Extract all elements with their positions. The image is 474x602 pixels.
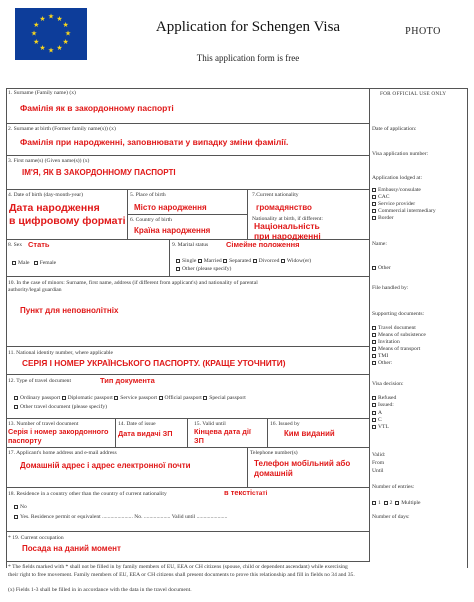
- valid-label: Valid:: [372, 452, 386, 458]
- travel-document-type-input[interactable]: Тип документа: [100, 376, 155, 385]
- lodged-option-5: [372, 215, 394, 221]
- separated-checkbox[interactable]: [223, 259, 227, 263]
- number-of-days-label: Number of days:: [372, 514, 410, 520]
- embassy-checkbox[interactable]: [372, 188, 376, 192]
- divorced-option: Divorced: [258, 258, 280, 264]
- cac-checkbox[interactable]: [372, 195, 376, 199]
- issued-label: Issued:: [378, 402, 394, 408]
- female-checkbox[interactable]: [34, 261, 38, 265]
- lodged-option-2: [372, 194, 390, 200]
- female-option: Female: [39, 260, 57, 266]
- field-14-label: 14. Date of issue: [118, 421, 156, 427]
- svg-text:★: ★: [33, 38, 40, 46]
- official-name-label: Name:: [372, 241, 387, 247]
- nationality-at-birth-input-line2[interactable]: при народженні: [254, 231, 321, 241]
- lodged-option-4: [372, 208, 436, 214]
- cac-label: CAC: [378, 194, 390, 200]
- issued-type-2: [372, 417, 382, 423]
- field-10-label: 10. In the case of minors: Surname, first name, address (if different from applicant's) and nationality of parental: [8, 280, 258, 286]
- diplomatic-passport-option: Diplomatic passport: [67, 395, 113, 401]
- field-7-label: 7.Current nationality: [252, 192, 299, 198]
- entries-2-label: 2: [389, 500, 393, 506]
- sex-input[interactable]: Стать: [28, 240, 50, 249]
- official-passport-checkbox[interactable]: [159, 396, 163, 400]
- issued-checkbox[interactable]: [372, 403, 376, 407]
- travel-doc-number-input[interactable]: Серія і номер закордонного: [8, 427, 109, 436]
- travel-doc-options-row2: [14, 404, 107, 410]
- valid-until-label: Until: [372, 468, 384, 474]
- service-provider-checkbox[interactable]: [372, 202, 376, 206]
- service-passport-checkbox[interactable]: [114, 396, 118, 400]
- field-11-label: 11. National identity number, where applicable: [8, 350, 114, 356]
- issued-by-input[interactable]: Ким виданий: [284, 429, 335, 438]
- photo-label: PHOTO: [405, 26, 441, 37]
- border-label: Border: [378, 215, 394, 221]
- svg-text:★: ★: [56, 14, 63, 23]
- special-passport-option: Special passport: [209, 395, 246, 401]
- tmi-checkbox[interactable]: [372, 354, 376, 358]
- commercial-intermediary-checkbox[interactable]: [372, 209, 376, 213]
- lodged-option-3: [372, 201, 415, 207]
- svg-text:★: ★: [33, 21, 40, 29]
- type-a-label: A: [378, 410, 383, 416]
- official-other-label: Other: [378, 265, 391, 271]
- svg-text:★: ★: [39, 14, 46, 23]
- type-vtl-checkbox[interactable]: [372, 425, 376, 429]
- surname-at-birth-input[interactable]: Фамілія при народженні, заповнювати у випадку зміни фамілії.: [20, 137, 289, 147]
- residence-input[interactable]: в тексті: [224, 488, 253, 497]
- issued-type-1: [372, 410, 382, 416]
- invitation-checkbox[interactable]: [372, 340, 376, 344]
- eu-stars-icon: [15, 8, 87, 60]
- separated-option: Separated: [229, 258, 252, 264]
- male-checkbox[interactable]: [12, 261, 16, 265]
- travel-doc-number-input-line2[interactable]: паспорту: [8, 436, 42, 445]
- svg-text:★: ★: [30, 29, 38, 38]
- issue-date-input[interactable]: Дата видачі ЗП: [118, 429, 173, 438]
- entries-multiple-label: Multiple: [401, 500, 421, 506]
- travel-document-checkbox[interactable]: [372, 326, 376, 330]
- field-9-label: 9. Marital status: [172, 242, 209, 248]
- residence-input-suffix[interactable]: статі: [252, 490, 268, 497]
- field-12-label: 12. Type of travel document: [8, 378, 72, 384]
- phone-label: Telephone number(s): [250, 450, 298, 456]
- date-of-application-label: Date of application:: [372, 126, 417, 132]
- place-of-birth-input[interactable]: Місто народження: [134, 203, 207, 212]
- official-passport-option: Official passport: [164, 395, 202, 401]
- field-17-label: 17. Applicant's home address and e-mail address: [8, 450, 117, 456]
- date-of-birth-input-line2[interactable]: в цифровому форматі: [9, 215, 126, 227]
- residence-no-option: [14, 504, 27, 510]
- supporting-option-2: [372, 332, 426, 338]
- decision-option-2: [372, 402, 394, 408]
- residence-yes-label: Yes. Residence permit or equivalent ...................... No. ................... Valid until ......................: [20, 514, 228, 520]
- supporting-option-3: [372, 339, 400, 345]
- first-name-input[interactable]: ІМ'Я, ЯК В ЗАКОРДОННОМУ ПАСПОРТІ: [22, 168, 176, 177]
- svg-text:★: ★: [56, 44, 63, 53]
- field-4-label: 4. Date of birth (day-month-year): [8, 192, 84, 198]
- means-of-transport-label: Means of transport: [378, 346, 421, 352]
- marital-other-option: Other (please specify): [182, 266, 232, 272]
- page-title: Application for Schengen Visa: [155, 19, 341, 35]
- visa-decision-label: Visa decision:: [372, 381, 404, 387]
- service-passport-option: Service passport: [120, 395, 158, 401]
- travel-doc-options-row1: [14, 395, 246, 401]
- eu-flag: [15, 8, 87, 60]
- field-5-label: 5. Place of birth: [130, 192, 166, 198]
- means-of-subsistence-label: Means of subsistence: [378, 332, 426, 338]
- commercial-intermediary-label: Commercial intermediary: [378, 208, 436, 214]
- surname-input[interactable]: Фамілія як в закордонному паспорті: [20, 103, 174, 113]
- supporting-option-5: [372, 353, 388, 359]
- embassy-label: Embassy/consulate: [378, 187, 421, 193]
- special-passport-checkbox[interactable]: [203, 396, 207, 400]
- entries-multiple-checkbox[interactable]: [395, 501, 399, 505]
- entries-1-label: 1: [378, 500, 381, 506]
- refused-label: Refused: [378, 395, 397, 401]
- valid-from-label: From: [372, 460, 385, 466]
- field-13-label: 13. Number of travel document: [8, 421, 79, 427]
- file-handled-by-label: File handled by:: [372, 285, 409, 291]
- residence-yes-checkbox[interactable]: [14, 515, 18, 519]
- widow-option: Widow(er): [286, 258, 312, 264]
- nationality-at-birth-label: Nationality at birth, if different:: [252, 216, 323, 222]
- single-option: Single: [182, 258, 197, 264]
- official-other-option: [372, 265, 391, 271]
- travel-document-label: Travel document: [378, 325, 416, 331]
- occupation-input[interactable]: Посада на даний момент: [22, 544, 121, 553]
- type-a-checkbox[interactable]: [372, 411, 376, 415]
- marital-options-row1: [176, 258, 311, 264]
- field-10-label-line2: authority/legal guardian: [8, 287, 62, 293]
- footer-note-2: their right to free movement. Family members of EU, EEA or CH citizens shall present documents to prove this relationship and fill in fields no 34 and 35.: [8, 572, 355, 578]
- type-vtl-label: VTL: [378, 424, 389, 430]
- home-address-input[interactable]: Домашній адрес і адрес електронної почти: [20, 461, 191, 470]
- field-19-label: * 19. Current occupation: [8, 535, 64, 541]
- service-provider-label: Service provider: [378, 201, 416, 207]
- official-title: FOR OFFICIAL USE ONLY: [380, 91, 447, 97]
- phone-input-line2[interactable]: домашній: [254, 469, 293, 478]
- svg-text:★: ★: [39, 44, 46, 53]
- svg-text:★: ★: [64, 29, 72, 38]
- field-8-label: 8. Sex: [8, 242, 22, 248]
- field-6-label: 6. Country of birth: [130, 217, 172, 223]
- widow-checkbox[interactable]: [281, 259, 285, 263]
- page-subtitle: This application form is free: [196, 53, 300, 63]
- diplomatic-passport-checkbox[interactable]: [62, 396, 66, 400]
- supporting-documents-label: Supporting documents:: [372, 311, 425, 317]
- type-c-checkbox[interactable]: [372, 418, 376, 422]
- means-of-transport-checkbox[interactable]: [372, 347, 376, 351]
- field-18-label: 18. Residence in a country other than the country of current nationality: [8, 491, 167, 497]
- residence-no-label: No: [20, 504, 27, 510]
- country-of-birth-input[interactable]: Країна народження: [134, 226, 211, 235]
- supporting-option-1: [372, 325, 416, 331]
- supporting-option-6: [372, 360, 392, 366]
- married-checkbox[interactable]: [198, 259, 202, 263]
- means-of-subsistence-checkbox[interactable]: [372, 333, 376, 337]
- lodged-option-1: [372, 187, 421, 193]
- male-option: Male: [18, 260, 30, 266]
- field-3-label: 3. First name(s) (Given name(s)) (x): [8, 158, 90, 164]
- decision-option-1: [372, 395, 396, 401]
- supporting-option-4: [372, 346, 420, 352]
- field-15-label: 15. Valid until: [194, 421, 226, 427]
- issued-type-3: [372, 424, 389, 430]
- footer-note-3: (x) Fields 1-3 shall be filled in in accordance with the data in the travel document.: [8, 587, 192, 593]
- supporting-other-checkbox[interactable]: [372, 361, 376, 365]
- date-of-birth-input[interactable]: Дата народження: [9, 202, 100, 214]
- sex-options: [12, 260, 56, 266]
- number-of-entries-label: Number of entries:: [372, 484, 415, 490]
- svg-text:★: ★: [47, 12, 55, 21]
- refused-checkbox[interactable]: [372, 396, 376, 400]
- svg-text:★: ★: [47, 46, 55, 55]
- residence-no-checkbox[interactable]: [14, 505, 18, 509]
- type-c-label: C: [378, 417, 382, 423]
- svg-text:★: ★: [62, 21, 69, 29]
- minors-guardian-input[interactable]: Пункт для неповнолітніх: [20, 306, 119, 315]
- other-travel-doc-option: Other travel document (please specify): [20, 404, 107, 410]
- nationality-input[interactable]: громадянство: [256, 203, 312, 212]
- footer-note-1: * The fields marked with * shall not be filled in by family members of EU, EEA or CH citizens (spouse, child or dependent ascendant) while exercising: [8, 564, 348, 570]
- field-2-label: 2. Surname at birth (Former family name(s)) (x): [8, 126, 116, 132]
- single-checkbox[interactable]: [176, 259, 180, 263]
- supporting-other-label: Other:: [378, 360, 393, 366]
- entries-1-checkbox[interactable]: [372, 501, 376, 505]
- entries-2-checkbox[interactable]: [384, 501, 388, 505]
- married-option: Married: [203, 258, 222, 264]
- visa-application-number-label: Visa application number:: [372, 151, 429, 157]
- tmi-label: TMI: [378, 353, 389, 359]
- application-lodged-at-label: Application lodged at:: [372, 175, 423, 181]
- divorced-checkbox[interactable]: [253, 259, 257, 263]
- residence-yes-option: [14, 514, 227, 520]
- border-checkbox[interactable]: [372, 216, 376, 220]
- field-1-label: 1. Surname (Family name) (x): [8, 90, 76, 96]
- ordinary-passport-option: Ordinary passport: [20, 395, 61, 401]
- other-travel-doc-checkbox[interactable]: [14, 405, 18, 409]
- official-other-checkbox[interactable]: [372, 266, 376, 270]
- invitation-label: Invitation: [378, 339, 400, 345]
- national-id-input[interactable]: СЕРІЯ І НОМЕР УКРАЇНСЬКОГО ПАСПОРТУ. (КРАЩЕ УТОЧНИТИ): [22, 358, 286, 368]
- marital-other-checkbox[interactable]: [176, 267, 180, 271]
- nationality-at-birth-input[interactable]: Національність: [254, 221, 320, 231]
- phone-input[interactable]: Телефон мобільний або: [254, 459, 351, 468]
- marital-status-input[interactable]: Сімейне положення: [226, 240, 300, 249]
- field-16-label: 16. Issued by: [270, 421, 300, 427]
- valid-until-input-line2[interactable]: ЗП: [194, 436, 204, 445]
- valid-until-input[interactable]: Кінцева дата дії: [194, 427, 251, 436]
- marital-options-row2: [176, 266, 231, 272]
- svg-text:★: ★: [62, 38, 69, 46]
- ordinary-passport-checkbox[interactable]: [14, 396, 18, 400]
- entries-options: [372, 500, 420, 506]
